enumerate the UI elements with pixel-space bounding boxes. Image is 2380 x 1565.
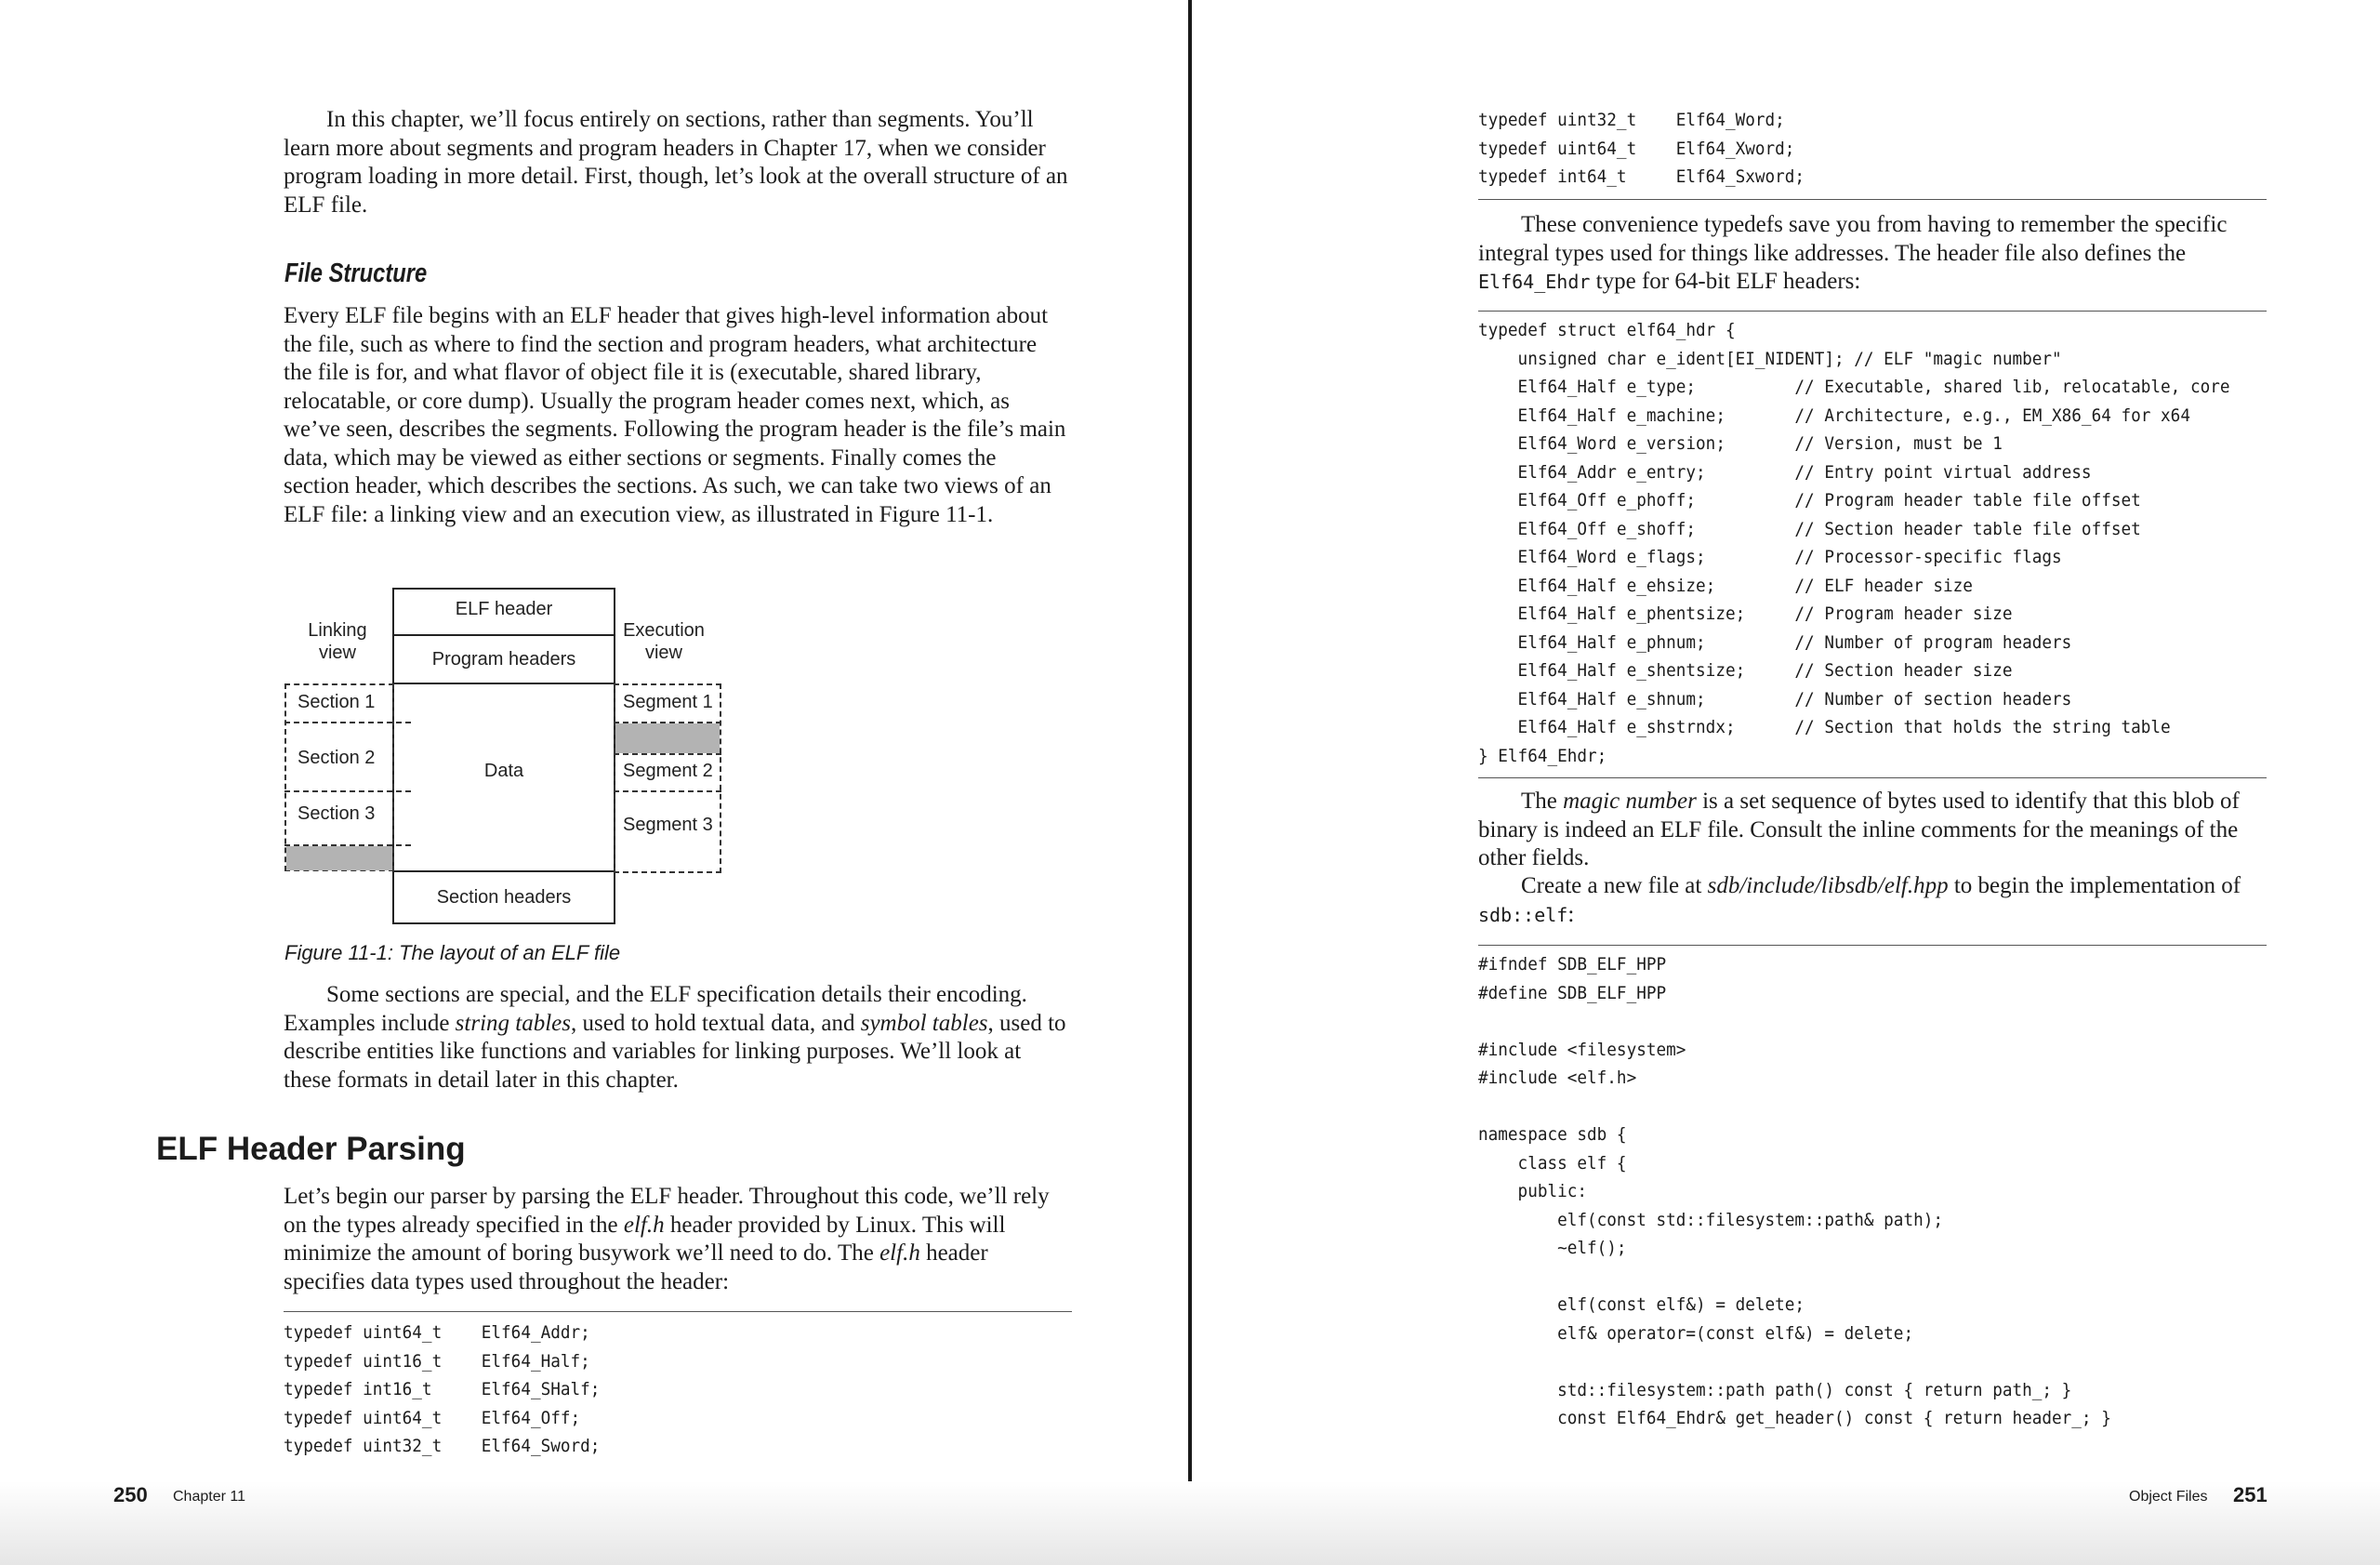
data-label: Data	[483, 761, 524, 781]
inline-code: Elf64_Ehdr	[1478, 271, 1591, 293]
elf-header-label: ELF header	[455, 599, 553, 619]
elf-header-parsing-heading: ELF Header Parsing	[156, 1131, 466, 1167]
text-run: Let’s begin our parser by parsing the ELF header. Throughout this code, we’ll rely on the types already specified in the	[284, 1184, 1050, 1238]
code-rule	[284, 1311, 1072, 1312]
text-run: :	[1567, 901, 1575, 927]
page-number: 250	[113, 1483, 148, 1506]
figure-caption: Figure 11-1: The layout of an ELF file	[284, 941, 621, 964]
text-run: Create a new file at	[1521, 873, 1708, 898]
file-structure-heading: File Structure	[284, 259, 428, 288]
section-divider	[284, 790, 411, 792]
term-string-tables: string tables	[455, 1010, 571, 1036]
program-headers-label: Program headers	[431, 649, 576, 670]
paragraph-text: In this chapter, we’ll focus entirely on sections, rather than segments. You’ll learn more about segments and program headers in Chapter 17, when we consider program loading in more detail. First, though, let’s look at the overall structure of an ELF file.	[284, 107, 1068, 218]
linking-view-label: Linking view	[308, 620, 367, 663]
segment-3-label: Segment 3	[623, 815, 713, 835]
segment-2-label: Segment 2	[623, 761, 713, 781]
text-run: , used to hold textual data, and	[571, 1010, 861, 1036]
code-block-elf-hpp: #ifndef SDB_ELF_HPP #define SDB_ELF_HPP #include <filesystem> #include <elf.h> namespace sdb { class elf { public: elf(const std::filesystem::path& path); ~elf(); elf(const elf&) = delete; elf& operator=(const elf&) = delete; std::filesystem::path path() const { return path_; } const Elf64_Ehdr& get_header() const { return header_; }	[1478, 954, 2111, 1428]
code-block-typedefs-1: typedef uint64_t Elf64_Addr; typedef uint16_t Elf64_Half; typedef int16_t Elf64_SHalf; typedef uint64_t Elf64_Off; typedef uint32_t Elf64_Sword;	[284, 1322, 601, 1456]
section-divider	[284, 722, 411, 723]
elf-layout-figure	[279, 584, 725, 930]
file-name: elf.h	[879, 1240, 920, 1266]
left-page	[0, 0, 1188, 1565]
code-rule	[1478, 945, 2267, 946]
segment-padding	[615, 723, 720, 753]
paragraph-typedefs	[1478, 211, 2267, 297]
page-number: 251	[2233, 1483, 2268, 1506]
code-block-ehdr: typedef struct elf64_hdr { unsigned char e_ident[EI_NIDENT]; // ELF "magic number" Elf64_Half e_type; // Executable, shared lib, relocatable, core Elf64_Half e_machine; // Architecture, e.g., EM_X86_64 for x64 Elf64_Word e_version; // Version, must be 1 Elf64_Addr e_entry; // Entry point virtual address Elf64_Off e_phoff; // Program header table file offset Elf64_Off e_shoff; // Section header table file offset Elf64_Word e_flags; // Processor-specific flags Elf64_Half e_ehsize; // ELF header size Elf64_Half e_phentsize; // Program header size Elf64_Half e_phnum; // Number of program headers Elf64_Half e_shentsize; // Section header size Elf64_Half e_shnum; // Number of section headers Elf64_Half e_shstrndx; // Section that holds the string table } Elf64_Ehdr;	[1478, 320, 2230, 766]
right-page	[1192, 0, 2380, 1565]
code-rule	[1478, 311, 2267, 312]
text-run: type for 64-bit ELF headers:	[1590, 269, 1861, 294]
code-block-typedefs-2: typedef uint32_t Elf64_Word; typedef uint64_t Elf64_Xword; typedef int64_t Elf64_Sxword;	[1478, 110, 1805, 187]
segment-divider	[614, 790, 721, 792]
term-symbol-tables: symbol tables	[860, 1010, 988, 1036]
text-run: header provided by Linux. This will minimize the amount of boring busywork we’ll need to do. The	[284, 1212, 1006, 1266]
code-rule	[1478, 777, 2267, 778]
segment-1-label: Segment 1	[623, 692, 713, 712]
paragraph-magic-number	[1478, 788, 2267, 873]
section-1-label: Section 1	[298, 692, 376, 712]
text-run: , used to describe entities like functions and variables for linking purposes. We’ll look at these formats in detail later in this chapter.	[284, 1010, 1066, 1093]
term-magic-number: magic number	[1563, 789, 1697, 814]
text-run: is a set sequence of bytes used to identify that this blob of binary is indeed an ELF file. Consult the inline comments for the meanings of the other fields.	[1478, 789, 2240, 870]
section-2-label: Section 2	[298, 748, 376, 768]
text-run: header specifies data types used throughout the header:	[284, 1240, 988, 1294]
paragraph-intro	[284, 106, 1074, 219]
paragraph-parsing-intro	[284, 1183, 1072, 1296]
inline-code: sdb::elf	[1478, 903, 1568, 926]
text-run: Some sections are special, and the ELF specification details their encoding. Examples include	[284, 982, 1027, 1036]
section-padding	[286, 846, 392, 870]
section-3-label: Section 3	[298, 803, 376, 824]
paragraph-special-sections	[284, 981, 1066, 1094]
text-run: The	[1521, 789, 1564, 814]
running-footer: Object Files	[2129, 1489, 2208, 1505]
paragraph-create-file	[1478, 872, 2267, 929]
text-run: These convenience typedefs save you from having to remember the specific integral types used for things like addresses. The header file also defines the	[1478, 212, 2228, 266]
paragraph-text: Every ELF file begins with an ELF header that gives high-level information about the file, such as where to find the section and program headers, what architecture the file is for, and what flavor of object file it is (executable, shared library, relocatable, or core dump). Usually the program header comes next, which, as we’ve seen, describes the segments. Following the program header is the file’s main data, which may be viewed as either sections or segments. Finally comes the section header, which describes the sections. As such, we can take two views of an ELF file: a linking view and an execution view, as illustrated in Figure 11-1.	[284, 303, 1066, 527]
code-rule	[1478, 199, 2267, 200]
text-run: to begin the implementation of	[1948, 873, 2241, 898]
execution-view-label: Execution view	[623, 620, 705, 663]
section-headers-label: Section headers	[436, 887, 572, 908]
file-path: sdb/include/libsdb/elf.hpp	[1707, 873, 1949, 898]
running-footer: Chapter 11	[173, 1489, 245, 1505]
paragraph-file-structure	[284, 302, 1066, 529]
segment-divider	[614, 753, 721, 755]
file-name: elf.h	[623, 1212, 665, 1238]
